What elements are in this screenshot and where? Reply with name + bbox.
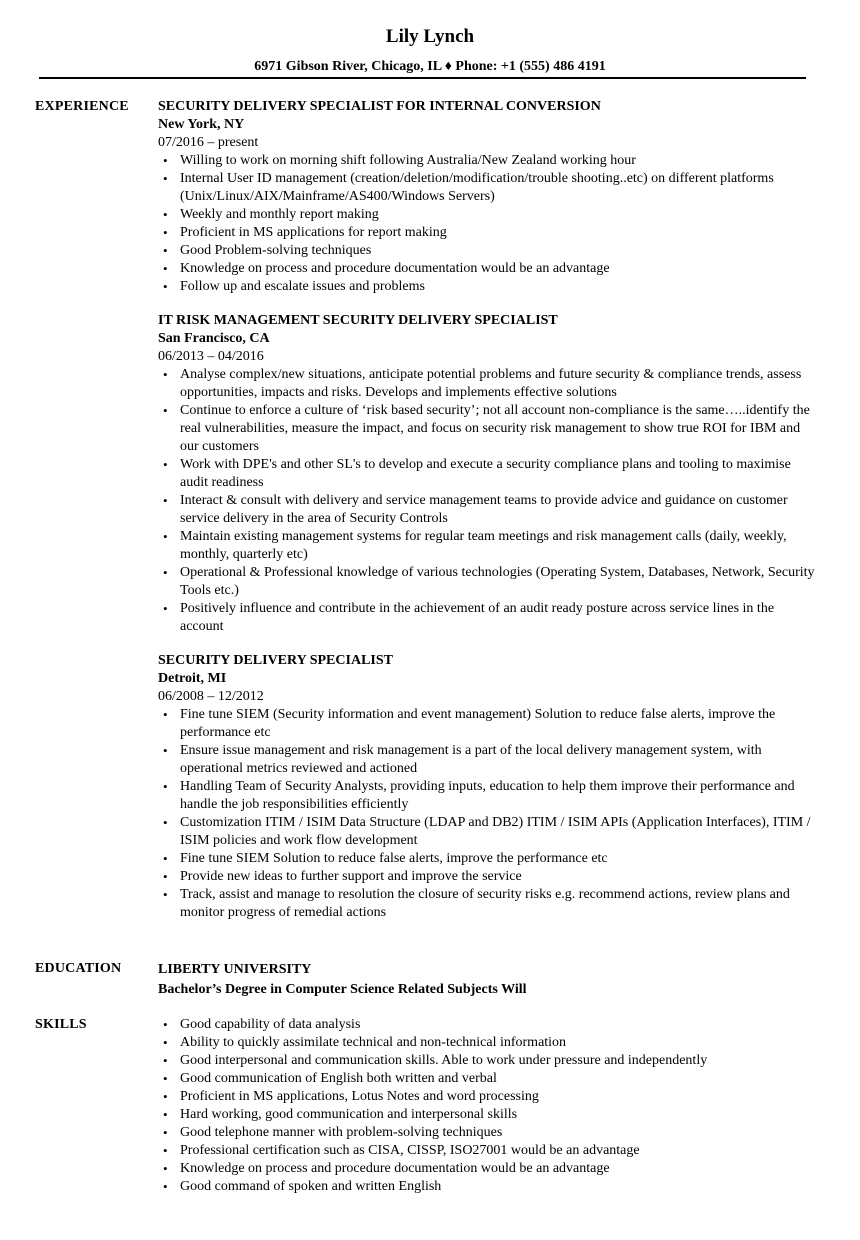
bullet-icon: •	[163, 243, 168, 258]
bullet-icon: •	[163, 1107, 168, 1122]
job-location: New York, NY	[158, 117, 245, 132]
skill-text: Good capability of data analysis	[180, 1017, 361, 1032]
job-dates: 06/2008 – 12/2012	[158, 689, 264, 704]
bullet-icon: •	[163, 1053, 168, 1068]
bullet-icon: •	[163, 367, 168, 382]
bullet-icon: •	[163, 225, 168, 240]
list-item	[158, 456, 818, 492]
bullet-icon: •	[163, 279, 168, 294]
bullet-icon: •	[163, 815, 168, 830]
skills-heading: SKILLS	[35, 1017, 87, 1032]
bullet-text: Work with DPE's and other SL's to develop and execute a security compliance plans and tooling to maximise audit readiness	[180, 457, 791, 490]
job-title: IT RISK MANAGEMENT SECURITY DELIVERY SPECIALIST	[158, 313, 558, 328]
bullet-icon: •	[163, 1179, 168, 1194]
job-entry	[158, 312, 818, 636]
bullet-text: Ensure issue management and risk management is a part of the local delivery management system, with operational metrics reviewed and actioned	[180, 743, 762, 776]
candidate-name: Lily Lynch	[385, 26, 475, 47]
list-item	[158, 1052, 818, 1070]
job-bullets	[158, 706, 818, 922]
bullet-text: Weekly and monthly report making	[180, 207, 379, 222]
experience-heading: EXPERIENCE	[35, 99, 129, 114]
list-item	[158, 1034, 818, 1052]
skills-body	[158, 1016, 818, 1196]
skill-text: Good communication of English both written and verbal	[180, 1071, 497, 1086]
skill-text: Hard working, good communication and interpersonal skills	[180, 1107, 518, 1122]
experience-body	[158, 98, 818, 938]
job-bullets	[158, 152, 818, 296]
list-item	[158, 814, 818, 850]
list-item	[158, 706, 818, 742]
bullet-text: Track, assist and manage to resolution the closure of security risks e.g. recommend actions, review plans and monitor progress of remedial actions	[180, 887, 790, 920]
skill-text: Professional certification such as CISA, CISSP, ISO27001 would be an advantage	[180, 1143, 640, 1158]
bullet-text: Follow up and escalate issues and problems	[180, 279, 425, 294]
bullet-icon: •	[163, 601, 168, 616]
list-item	[158, 1160, 818, 1178]
list-item	[158, 868, 818, 886]
list-item	[158, 742, 818, 778]
list-item	[158, 224, 818, 242]
bullet-text: Customization ITIM / ISIM Data Structure (LDAP and DB2) ITIM / ISIM APIs (Application Interfaces), ITIM / ISIM policies and work flow development	[180, 815, 811, 848]
bullet-icon: •	[163, 171, 168, 186]
list-item	[158, 278, 818, 296]
list-item	[158, 564, 818, 600]
school-name: LIBERTY UNIVERSITY	[158, 962, 312, 977]
skill-text: Good interpersonal and communication skills. Able to work under pressure and independently	[180, 1053, 708, 1068]
job-location: Detroit, MI	[158, 671, 227, 686]
list-item	[158, 1016, 818, 1034]
skill-text: Good telephone manner with problem-solving techniques	[180, 1125, 503, 1140]
job-title: SECURITY DELIVERY SPECIALIST	[158, 653, 393, 668]
bullet-icon: •	[163, 887, 168, 902]
bullet-text: Provide new ideas to further support and improve the service	[180, 869, 522, 884]
bullet-text: Handling Team of Security Analysts, providing inputs, education to help them improve their performance and handle the job responsibilities efficiently	[180, 779, 795, 812]
contact-line: 6971 Gibson River, Chicago, IL ♦ Phone: +1 (555) 486 4191	[254, 59, 606, 74]
bullet-icon: •	[163, 1071, 168, 1086]
list-item	[158, 206, 818, 224]
bullet-icon: •	[163, 1161, 168, 1176]
bullet-icon: •	[163, 493, 168, 508]
job-location: San Francisco, CA	[158, 331, 270, 346]
list-item	[158, 528, 818, 564]
job-entry	[158, 98, 818, 296]
skill-text: Good command of spoken and written English	[180, 1179, 442, 1194]
bullet-icon: •	[163, 403, 168, 418]
bullet-text: Proficient in MS applications for report making	[180, 225, 447, 240]
bullet-icon: •	[163, 707, 168, 722]
skills-list	[158, 1016, 818, 1196]
bullet-icon: •	[163, 1035, 168, 1050]
job-bullets	[158, 366, 818, 636]
bullet-text: Maintain existing management systems for regular team meetings and risk management calls (daily, weekly, monthly, quarterly etc)	[180, 529, 787, 562]
list-item	[158, 492, 818, 528]
list-item	[158, 600, 818, 636]
bullet-text: Operational & Professional knowledge of various technologies (Operating System, Databases, Network, Security Tools etc.)	[180, 565, 815, 598]
bullet-text: Continue to enforce a culture of ‘risk based security’; not all account non-compliance is the same…..identify the real vulnerabilities, measure the impact, and focus on security risk management to show true ROI for IBM and our customers	[180, 403, 810, 454]
list-item	[158, 850, 818, 868]
list-item	[158, 366, 818, 402]
list-item	[158, 886, 818, 922]
list-item	[158, 1124, 818, 1142]
list-item	[158, 1070, 818, 1088]
bullet-icon: •	[163, 457, 168, 472]
bullet-text: Positively influence and contribute in the achievement of an audit ready posture across service lines in the account	[180, 601, 775, 634]
bullet-text: Knowledge on process and procedure documentation would be an advantage	[180, 261, 610, 276]
job-dates: 06/2013 – 04/2016	[158, 349, 264, 364]
bullet-icon: •	[163, 529, 168, 544]
degree-name: Bachelor’s Degree in Computer Science Related Subjects Will	[158, 982, 527, 997]
bullet-text: Good Problem-solving techniques	[180, 243, 372, 258]
bullet-icon: •	[163, 1125, 168, 1140]
skill-text: Proficient in MS applications, Lotus Notes and word processing	[180, 1089, 539, 1104]
bullet-icon: •	[163, 207, 168, 222]
job-dates: 07/2016 – present	[158, 135, 259, 150]
job-title: SECURITY DELIVERY SPECIALIST FOR INTERNAL CONVERSION	[158, 99, 601, 114]
bullet-icon: •	[163, 851, 168, 866]
bullet-icon: •	[163, 153, 168, 168]
list-item	[158, 1088, 818, 1106]
skill-text: Knowledge on process and procedure documentation would be an advantage	[180, 1161, 610, 1176]
bullet-icon: •	[163, 869, 168, 884]
list-item	[158, 242, 818, 260]
list-item	[158, 170, 818, 206]
bullet-icon: •	[163, 1143, 168, 1158]
bullet-icon: •	[163, 743, 168, 758]
bullet-icon: •	[163, 565, 168, 580]
bullet-icon: •	[163, 1017, 168, 1032]
bullet-text: Interact & consult with delivery and service management teams to provide advice and guidance on customer service delivery in the area of Security Controls	[180, 493, 788, 526]
list-item	[158, 402, 818, 456]
education-body	[158, 960, 818, 999]
education-heading: EDUCATION	[35, 961, 122, 976]
list-item	[158, 1178, 818, 1196]
list-item	[158, 260, 818, 278]
bullet-text: Internal User ID management (creation/deletion/modification/trouble shooting..etc) on different platforms (Unix/Linux/AIX/Mainframe/AS400/Windows Servers)	[180, 171, 774, 204]
job-entry	[158, 652, 818, 922]
list-item	[158, 1106, 818, 1124]
header-divider	[39, 77, 806, 79]
list-item	[158, 152, 818, 170]
bullet-icon: •	[163, 261, 168, 276]
bullet-text: Fine tune SIEM (Security information and event management) Solution to reduce false alerts, improve the performance etc	[180, 707, 776, 740]
list-item	[158, 1142, 818, 1160]
bullet-text: Willing to work on morning shift following Australia/New Zealand working hour	[180, 153, 636, 168]
bullet-icon: •	[163, 779, 168, 794]
bullet-text: Analyse complex/new situations, anticipate potential problems and future security & compliance trends, assess opportunities, impacts and risks. Develops and implements effective solutions	[180, 367, 802, 400]
bullet-text: Fine tune SIEM Solution to reduce false alerts, improve the performance etc	[180, 851, 608, 866]
bullet-icon: •	[163, 1089, 168, 1104]
skill-text: Ability to quickly assimilate technical and non-technical information	[180, 1035, 567, 1050]
list-item	[158, 778, 818, 814]
